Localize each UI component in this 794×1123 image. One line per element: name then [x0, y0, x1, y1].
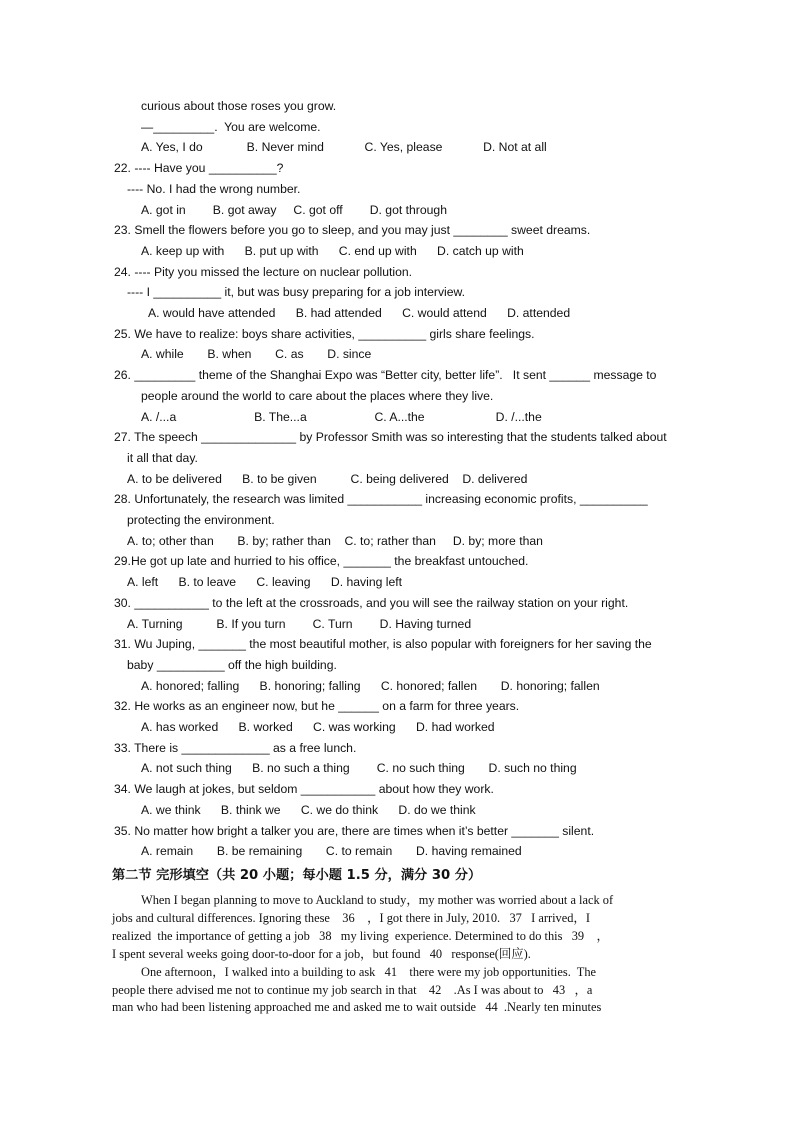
question-line: A. honored; falling B. honoring; falling C. honored; fallen D. honoring; fallen: [141, 678, 600, 693]
question-line: it all that day.: [127, 450, 198, 465]
question-line: —_________. You are welcome.: [141, 119, 321, 134]
question-line: 29.He got up late and hurried to his office, _______ the breakfast untouched.: [114, 554, 529, 569]
question-line: A. while B. when C. as D. since: [141, 347, 372, 362]
question-line: A. would have attended B. had attended C. would attend D. attended: [148, 306, 571, 320]
question-line: 23. Smell the flowers before you go to sleep, and you may just ________ sweet dreams.: [114, 223, 591, 238]
question-line: 25. We have to realize: boys share activities, __________ girls share feelings.: [114, 326, 535, 341]
question-line: ---- No. I had the wrong number.: [127, 181, 301, 196]
passage-line: realized the importance of getting a job 38 my living experience. Determined to do this 39 ，: [112, 928, 609, 943]
question-line: A. left B. to leave C. leaving D. having left: [127, 575, 403, 590]
question-line: A. Yes, I do B. Never mind C. Yes, please D. Not at all: [141, 140, 547, 155]
passage-line: When I began planning to move to Auckland to study，my mother was worried about a lack of: [141, 893, 614, 907]
question-line: 26. _________ theme of the Shanghai Expo was “Better city, better life”. It sent ______ message to: [114, 368, 657, 383]
question-line: ---- I __________ it, but was busy preparing for a job interview.: [127, 285, 466, 300]
question-line: A. not such thing B. no such a thing C. no such thing D. such no thing: [141, 761, 577, 776]
passage-line: man who had been listening approached me and asked me to wait outside 44 .Nearly ten minutes: [112, 1000, 602, 1015]
question-line: A. keep up with B. put up with C. end up with D. catch up with: [141, 243, 524, 258]
passage-line: jobs and cultural differences. Ignoring these 36 ，I got there in July, 2010. 37 I arrived，I: [112, 910, 590, 925]
question-line: 28. Unfortunately, the research was limited ___________ increasing economic profits, __________: [114, 492, 648, 507]
passage-line: I spent several weeks going door-to-door for a job，but found 40 response(回应).: [112, 946, 531, 961]
question-line: curious about those roses you grow.: [141, 99, 337, 113]
question-line: A. Turning B. If you turn C. Turn D. Having turned: [127, 616, 472, 631]
question-line: 32. He works as an engineer now, but he ______ on a farm for three years.: [114, 699, 520, 714]
passage-line: One afternoon，I walked into a building to ask 41 there were my job opportunities. The: [141, 964, 597, 979]
question-line: A. to be delivered B. to be given C. being delivered D. delivered: [127, 471, 528, 486]
question-line: protecting the environment.: [127, 513, 275, 527]
question-line: A. we think B. think we C. we do think D. do we think: [141, 802, 476, 817]
question-line: 33. There is _____________ as a free lunch.: [114, 740, 357, 755]
question-line: 24. ---- Pity you missed the lecture on nuclear pollution.: [114, 264, 413, 279]
question-line: 34. We laugh at jokes, but seldom ___________ about how they work.: [114, 782, 494, 797]
question-line: 27. The speech ______________ by Professor Smith was so interesting that the students talked about: [114, 430, 667, 445]
question-line: A. to; other than B. by; rather than C. to; rather than D. by; more than: [127, 533, 543, 548]
question-line: A. got in B. got away C. got off D. got through: [141, 202, 447, 217]
question-line: 22. ---- Have you __________?: [114, 161, 284, 176]
question-line: 31. Wu Juping, _______ the most beautiful mother, is also popular with foreigners for her saving the: [114, 637, 652, 652]
passage-line: people there advised me not to continue my job search in that 42 .As I was about to 43 ，a: [112, 982, 593, 997]
question-line: baby __________ off the high building.: [127, 657, 337, 672]
question-line: A. /...a B. The...a C. A...the D. /...the: [141, 409, 542, 424]
question-line: A. has worked B. worked C. was working D. had worked: [141, 720, 495, 734]
question-line: 35. No matter how bright a talker you are, there are times when it’s better _______ silent.: [114, 823, 595, 838]
section-title: 第二节 完形填空（共 20 小题；每小题 1.5 分，满分 30 分）: [112, 868, 482, 883]
question-line: 30. ___________ to the left at the crossroads, and you will see the railway station on your right.: [114, 595, 629, 610]
question-line: people around the world to care about the places where they live.: [141, 388, 494, 403]
question-line: A. remain B. be remaining C. to remain D. having remained: [141, 844, 522, 859]
